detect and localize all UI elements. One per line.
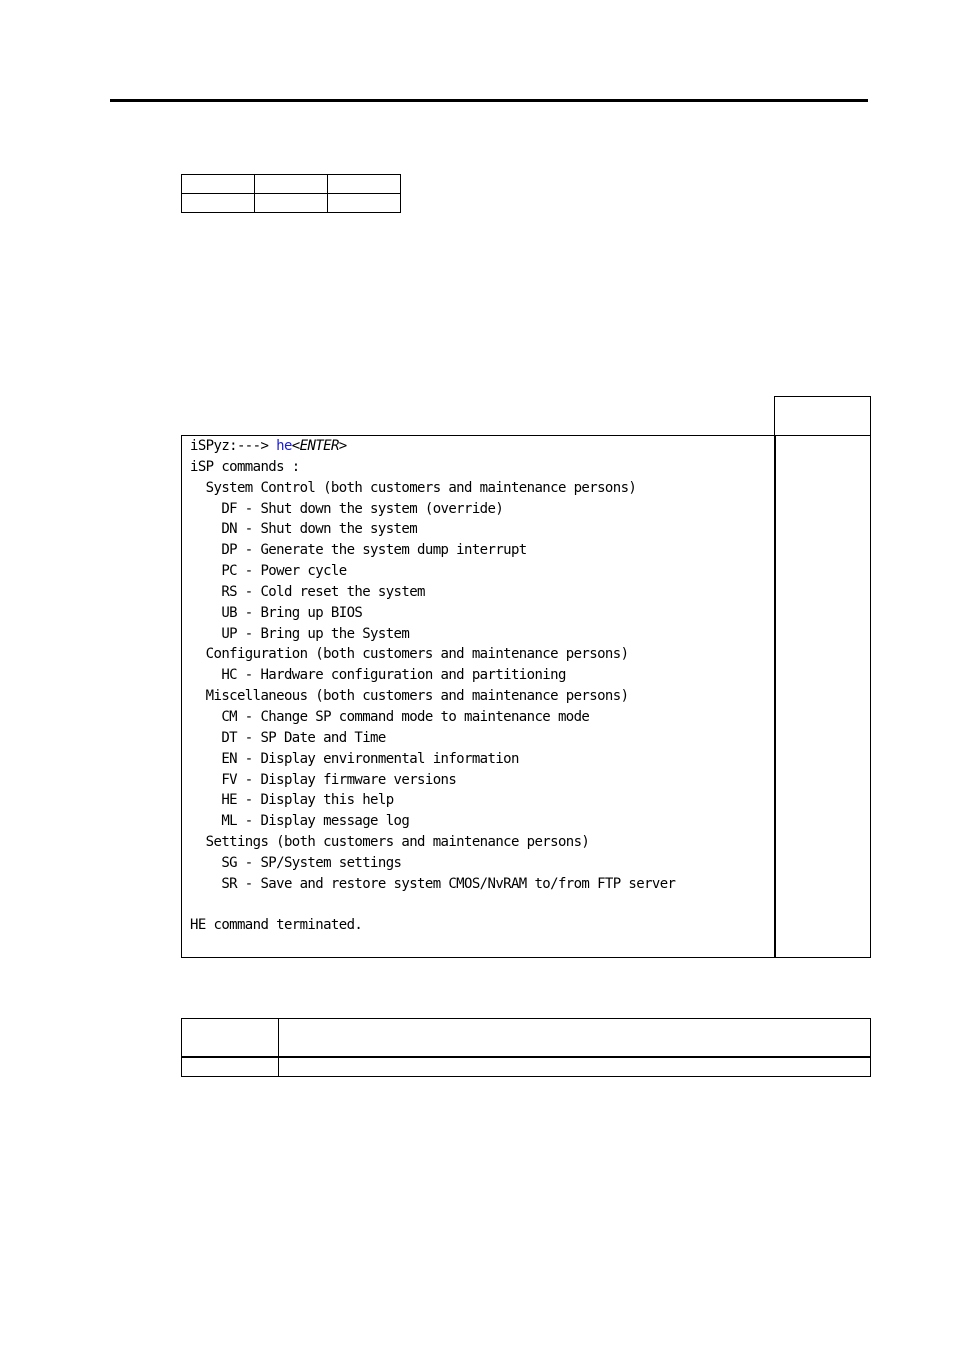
console-text [190,436,675,936]
table-cell [255,194,328,213]
console-line: DF - Shut down the system (override) [190,500,504,517]
side-column-header [775,397,870,436]
console-line: SG - SP/System settings [190,854,402,871]
header-rule [110,99,868,102]
table-cell [182,1019,279,1058]
console-line: UB - Bring up BIOS [190,604,363,621]
console-line: Settings (both customers and maintenance persons) [190,834,590,851]
empty-header-table [181,174,401,213]
console-line: CM - Change SP command mode to maintenance mode [190,708,590,725]
console-output-box [181,435,776,958]
typed-command: he [276,438,292,454]
table-cell [182,194,255,213]
table-row [182,175,401,194]
bottom-table [181,1018,871,1077]
console-line: ML - Display message log [190,813,410,830]
console-line: FV - Display firmware versions [190,771,457,788]
table-cell [279,1057,871,1077]
console-line: PC - Power cycle [190,563,347,580]
console-line: HE command terminated. [190,917,363,934]
table-row [182,194,401,213]
console-prompt: iSPyz:---> [190,438,277,454]
enter-key-label: <ENTER> [291,438,347,454]
console-line: HE - Display this help [190,792,394,809]
console-line: HC - Hardware configuration and partitioning [190,667,566,684]
console-side-column [774,396,871,958]
console-line: EN - Display environmental information [190,750,519,767]
table-cell [279,1019,871,1058]
console-line: DN - Shut down the system [190,521,418,538]
table-row [182,1019,871,1058]
table-cell [328,194,401,213]
console-line: DP - Generate the system dump interrupt [190,542,527,559]
console-line: Configuration (both customers and maintenance persons) [190,646,629,663]
console-line: UP - Bring up the System [190,625,410,642]
console-example [181,396,871,958]
console-line: RS - Cold reset the system [190,583,425,600]
console-line: Miscellaneous (both customers and maintenance persons) [190,688,629,705]
table-row [182,1057,871,1077]
table-cell [182,175,255,194]
console-lines [190,459,675,934]
table-cell [182,1057,279,1077]
console-line: DT - SP Date and Time [190,729,386,746]
console-line: System Control (both customers and maintenance persons) [190,479,637,496]
table-cell [255,175,328,194]
console-line: iSP commands : [190,458,300,475]
table-cell [328,175,401,194]
console-line: SR - Save and restore system CMOS/NvRAM to/from FTP server [190,875,676,892]
